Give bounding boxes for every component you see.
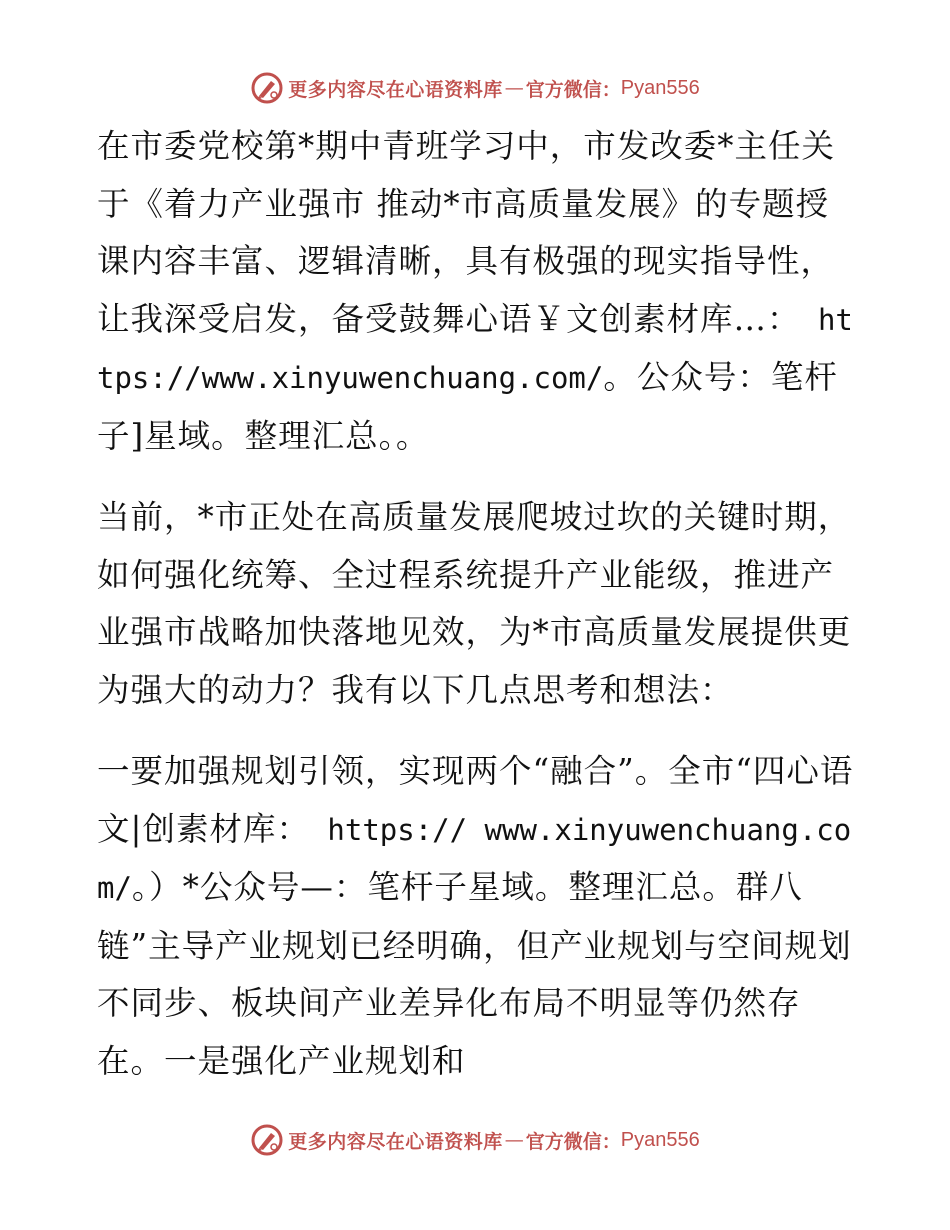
brand-logo-icon: [250, 1123, 284, 1157]
document-body: [97, 118, 857, 1114]
paragraph-3: [97, 743, 857, 1090]
header-watermark-banner: [0, 68, 950, 108]
watermark-text: 更多内容尽在心语资料库: [288, 78, 503, 101]
paragraph-1-text-b: 。公众号：笔杆子]星域。整理汇总。。: [97, 358, 838, 455]
watermark-wechat-label: 官方微信：: [525, 78, 621, 101]
watermark-wechat-id: Pyan556: [620, 76, 700, 99]
footer-watermark-banner: [0, 1120, 950, 1160]
paragraph-3-text-b: 。）*公众号—：笔杆子星域。整理汇总。群八链”主导产业规划已经明确，但产业规划与空间规划不同步、板块间产业差异化布局不明显等仍然存在。一是强化产业规划和: [97, 868, 852, 1080]
watermark-separator: —: [504, 77, 524, 99]
paragraph-1-url: https://www.xinyuwenchuang.com/: [97, 302, 853, 395]
paragraph-3-url: https:// www.xinyuwenchuang.com/: [97, 812, 852, 905]
watermark-wechat-label: 官方微信：: [525, 1130, 621, 1153]
paragraph-1-text-a: 在市委党校第*期中青班学习中，市发改委*主任关于《着力产业强市 推动*市高质量发展》的专题授课内容丰富、逻辑清晰，具有极强的现实指导性，让我深受启发，备受鼓舞心语￥文创素材库…：: [97, 127, 836, 338]
brand-logo-icon: [250, 71, 284, 105]
watermark-separator: —: [504, 1129, 524, 1151]
paragraph-1: [97, 118, 857, 465]
watermark-wechat-id: Pyan556: [620, 1128, 700, 1151]
paragraph-2: 当前，*市正处在高质量发展爬坡过坎的关键时期，如何强化统筹、全过程系统提升产业能级，推进产业强市战略加快落地见效，为*市高质量发展提供更为强大的动力？我有以下几点思考和想法：: [97, 498, 852, 709]
watermark-text: 更多内容尽在心语资料库: [288, 1130, 503, 1153]
paragraph-3-text-a: 一要加强规划引领，实现两个“融合”。全市“四心语文|创素材库：: [97, 752, 854, 848]
